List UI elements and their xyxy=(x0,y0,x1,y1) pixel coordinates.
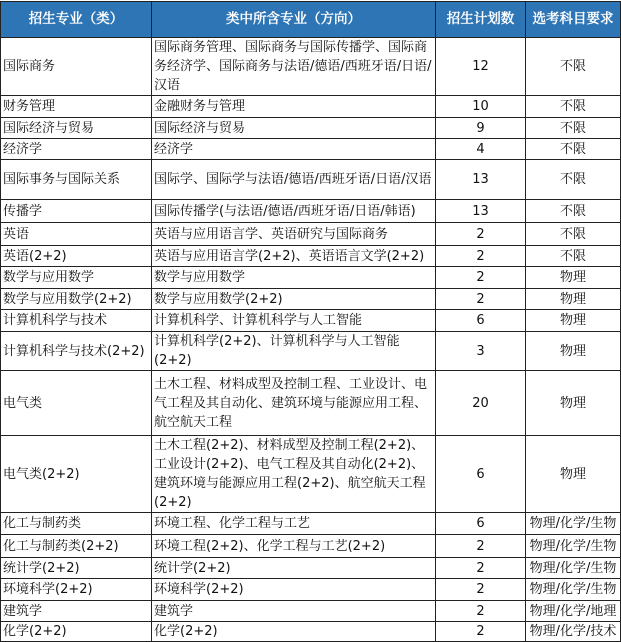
table-cell-plan-count: 2 xyxy=(436,558,526,579)
table-row xyxy=(1,535,621,558)
table-cell-major: 国际商务 xyxy=(1,38,152,96)
table-row xyxy=(1,579,621,601)
table-cell-plan-count: 2 xyxy=(436,579,526,601)
table-row xyxy=(1,139,621,160)
table-cell-included-majors: 环境科学(2+2) xyxy=(152,579,436,601)
table-cell-plan-count: 2 xyxy=(436,223,526,246)
table-row xyxy=(1,160,621,200)
table-cell-subject-requirement: 不限 xyxy=(526,38,621,96)
table-cell-subject-requirement: 不限 xyxy=(526,139,621,160)
header-enrollment-plan: 招生计划数 xyxy=(436,2,526,38)
table-cell-plan-count: 13 xyxy=(436,160,526,200)
table-row xyxy=(1,622,621,642)
table-cell-subject-requirement: 物理/化学/生物 xyxy=(526,535,621,558)
table-cell-major: 计算机科学与技术(2+2) xyxy=(1,332,152,371)
table-row xyxy=(1,118,621,139)
table-cell-included-majors: 数学与应用数学(2+2) xyxy=(152,289,436,310)
table-cell-included-majors: 国际学、国际学与法语/德语/西班牙语/日语/汉语 xyxy=(152,160,436,200)
table-cell-plan-count: 6 xyxy=(436,513,526,535)
table-cell-major: 数学与应用数学 xyxy=(1,267,152,289)
table-cell-plan-count: 13 xyxy=(436,200,526,223)
table-cell-plan-count: 3 xyxy=(436,332,526,371)
table-cell-major: 化学(2+2) xyxy=(1,622,152,642)
table-cell-major: 统计学(2+2) xyxy=(1,558,152,579)
table-row xyxy=(1,38,621,96)
header-major-category: 招生专业（类） xyxy=(1,2,152,38)
table-cell-major: 英语(2+2) xyxy=(1,246,152,267)
table-cell-included-majors: 金融财务与管理 xyxy=(152,96,436,118)
table-cell-included-majors: 建筑学 xyxy=(152,601,436,622)
table-cell-included-majors: 统计学(2+2) xyxy=(152,558,436,579)
table-cell-included-majors: 土木工程(2+2)、材料成型及控制工程(2+2)、工业设计(2+2)、电气工程及其自动化(2+2)、建筑环境与能源应用工程(2+2)、航空航天工程(2+2) xyxy=(152,436,436,513)
table-cell-included-majors: 国际经济与贸易 xyxy=(152,118,436,139)
table-cell-included-majors: 国际传播学(与法语/德语/西班牙语/日语/韩语) xyxy=(152,200,436,223)
table-cell-major: 环境科学(2+2) xyxy=(1,579,152,601)
table-cell-subject-requirement: 物理/化学/地理 xyxy=(526,601,621,622)
table-cell-subject-requirement: 物理/化学/技术 xyxy=(526,622,621,642)
table-cell-plan-count: 9 xyxy=(436,118,526,139)
table-cell-included-majors: 英语与应用语言学、英语研究与国际商务 xyxy=(152,223,436,246)
table-cell-major: 电气类 xyxy=(1,371,152,436)
table-row xyxy=(1,96,621,118)
table-cell-major: 化工与制药类(2+2) xyxy=(1,535,152,558)
table-cell-subject-requirement: 物理/化学/生物 xyxy=(526,558,621,579)
table-cell-plan-count: 10 xyxy=(436,96,526,118)
table-cell-included-majors: 计算机科学(2+2)、计算机科学与人工智能(2+2) xyxy=(152,332,436,371)
table-row xyxy=(1,558,621,579)
table-row xyxy=(1,436,621,513)
table-cell-major: 英语 xyxy=(1,223,152,246)
table-row xyxy=(1,200,621,223)
table-cell-major: 经济学 xyxy=(1,139,152,160)
table-cell-plan-count: 2 xyxy=(436,535,526,558)
table-cell-plan-count: 2 xyxy=(436,622,526,642)
table-row xyxy=(1,267,621,289)
table-row xyxy=(1,513,621,535)
table-row xyxy=(1,246,621,267)
table-cell-subject-requirement: 物理 xyxy=(526,436,621,513)
table-row xyxy=(1,332,621,371)
table-cell-included-majors: 经济学 xyxy=(152,139,436,160)
table-row xyxy=(1,601,621,622)
table-cell-major: 数学与应用数学(2+2) xyxy=(1,289,152,310)
table-cell-plan-count: 4 xyxy=(436,139,526,160)
admissions-table xyxy=(0,1,621,642)
table-cell-subject-requirement: 物理 xyxy=(526,371,621,436)
table-cell-included-majors: 英语与应用语言学(2+2)、英语语言文学(2+2) xyxy=(152,246,436,267)
table-cell-included-majors: 环境工程(2+2)、化学工程与工艺(2+2) xyxy=(152,535,436,558)
table-cell-included-majors: 计算机科学、计算机科学与人工智能 xyxy=(152,310,436,332)
header-subject-requirement: 选考科目要求 xyxy=(526,2,621,38)
table-cell-subject-requirement: 不限 xyxy=(526,96,621,118)
table-cell-plan-count: 20 xyxy=(436,371,526,436)
table-cell-included-majors: 数学与应用数学 xyxy=(152,267,436,289)
table-cell-major: 国际事务与国际关系 xyxy=(1,160,152,200)
table-cell-included-majors: 环境工程、化学工程与工艺 xyxy=(152,513,436,535)
table-cell-subject-requirement: 不限 xyxy=(526,246,621,267)
table-row xyxy=(1,310,621,332)
table-cell-plan-count: 12 xyxy=(436,38,526,96)
table-cell-subject-requirement: 物理 xyxy=(526,310,621,332)
table-cell-included-majors: 国际商务管理、国际商务与国际传播学、国际商务经济学、国际商务与法语/德语/西班牙语/日语/汉语 xyxy=(152,38,436,96)
table-cell-subject-requirement: 不限 xyxy=(526,200,621,223)
table-cell-major: 化工与制药类 xyxy=(1,513,152,535)
table-cell-subject-requirement: 物理 xyxy=(526,267,621,289)
table-cell-subject-requirement: 不限 xyxy=(526,223,621,246)
table-cell-subject-requirement: 不限 xyxy=(526,160,621,200)
header-included-majors: 类中所含专业（方向） xyxy=(152,2,436,38)
table-cell-subject-requirement: 物理/化学/生物 xyxy=(526,513,621,535)
table-cell-included-majors: 土木工程、材料成型及控制工程、工业设计、电气工程及其自动化、建筑环境与能源应用工程、航空航天工程 xyxy=(152,371,436,436)
table-cell-subject-requirement: 物理/化学/生物 xyxy=(526,579,621,601)
table-cell-plan-count: 2 xyxy=(436,601,526,622)
table-row xyxy=(1,223,621,246)
header-row xyxy=(1,2,621,38)
table-cell-plan-count: 6 xyxy=(436,310,526,332)
table-cell-plan-count: 2 xyxy=(436,289,526,310)
table-cell-major: 计算机科学与技术 xyxy=(1,310,152,332)
table-cell-subject-requirement: 不限 xyxy=(526,118,621,139)
table-cell-major: 财务管理 xyxy=(1,96,152,118)
table-cell-major: 电气类(2+2) xyxy=(1,436,152,513)
table-row xyxy=(1,371,621,436)
table-row xyxy=(1,289,621,310)
table-cell-major: 传播学 xyxy=(1,200,152,223)
table-cell-subject-requirement: 物理 xyxy=(526,332,621,371)
table-cell-plan-count: 2 xyxy=(436,267,526,289)
table-cell-included-majors: 化学(2+2) xyxy=(152,622,436,642)
table-cell-plan-count: 6 xyxy=(436,436,526,513)
table-cell-subject-requirement: 物理 xyxy=(526,289,621,310)
table-cell-plan-count: 2 xyxy=(436,246,526,267)
table-cell-major: 国际经济与贸易 xyxy=(1,118,152,139)
table-cell-major: 建筑学 xyxy=(1,601,152,622)
